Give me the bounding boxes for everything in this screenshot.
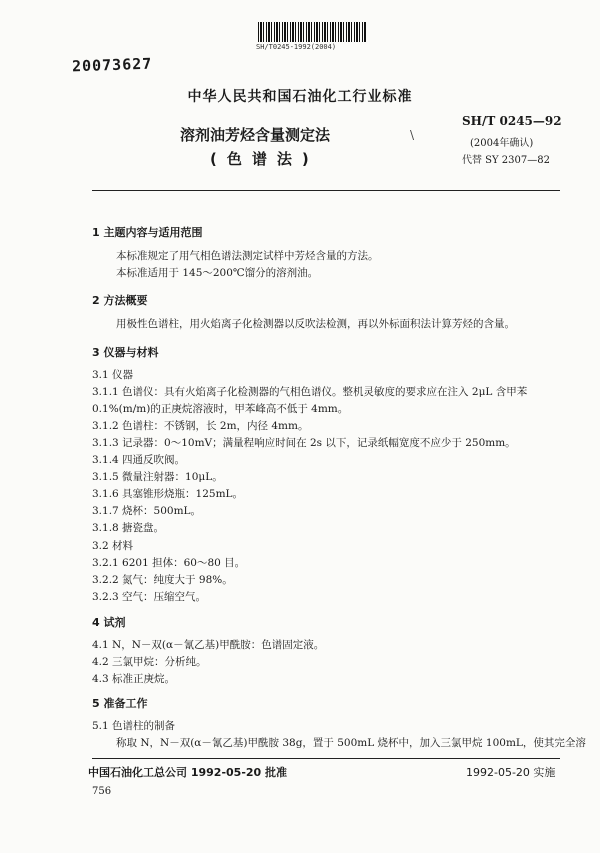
subsection: 5.1 色谱柱的制备 [92, 720, 176, 732]
replaces-note: 代替 SY 2307—82 [462, 155, 550, 166]
paragraph: 用极性色谱柱，用火焰离子化检测器以反吹法检测，再以外标面积法计算芳烃的含量。 [116, 318, 515, 330]
stray-mark: \ [410, 128, 415, 142]
clause: 3.2.1 6201 担体：60～80 目。 [92, 557, 246, 569]
confirm-note: (2004年确认) [470, 138, 534, 149]
clause: 4.1 N，N－双(α－氰乙基)甲酰胺：色谱固定液。 [92, 639, 325, 651]
clause: 3.1.1 色谱仪：具有火焰离子化检测器的气相色谱仪。整机灵敏度的要求应在注入 2μL 含甲苯 [92, 386, 528, 398]
document-number: 20073627 [71, 54, 153, 76]
clause: 3.1.8 搪瓷盘。 [92, 522, 165, 534]
clause: 3.2.2 氮气：纯度大于 98%。 [92, 574, 233, 586]
organization-title: 中华人民共和国石油化工行业标准 [187, 89, 413, 105]
clause: 3.2.3 空气：压缩空气。 [92, 591, 207, 603]
section-heading: 3 仪器与材料 [92, 346, 159, 359]
clause: 3.1.6 具塞锥形烧瓶：125mL。 [92, 488, 244, 500]
section-heading: 5 准备工作 [92, 697, 148, 710]
clause: 0.1%(m/m)的正庚烷溶液时，甲苯峰高不低于 4mm。 [92, 403, 349, 415]
section-heading: 1 主题内容与适用范围 [92, 226, 203, 239]
standard-title: 溶剂油芳烃含量测定法 [180, 126, 331, 144]
header-rule [92, 190, 560, 191]
clause: 3.1.7 烧杯：500mL。 [92, 505, 202, 517]
page-number: 756 [92, 786, 112, 797]
clause: 4.3 标准正庚烷。 [92, 673, 176, 685]
clause: 3.1.4 四通反吹阀。 [92, 454, 186, 466]
clause: 3.1.3 记录器：0～10mV；满量程响应时间在 2s 以下，记录纸幅宽度不应少于 250mm。 [92, 437, 516, 449]
barcode-text: SH/T0245-1992(2004) [256, 43, 337, 51]
section-heading: 4 试剂 [92, 616, 126, 629]
issuer-note: 中国石油化工总公司 1992-05-20 批准 [88, 766, 288, 779]
paragraph: 本标准适用于 145～200℃馏分的溶剂油。 [116, 267, 319, 279]
effective-date: 1992-05-20 实施 [466, 766, 556, 779]
section-heading: 2 方法概要 [92, 294, 148, 307]
clause: 3.1.2 色谱柱：不锈钢，长 2m，内径 4mm。 [92, 420, 309, 432]
subsection: 3.1 仪器 [92, 369, 134, 381]
clause: 3.1.5 微量注射器：10μL。 [92, 471, 223, 483]
paragraph: 称取 N，N－双(α－氰乙基)甲酰胺 38g，置于 500mL 烧杯中，加入三氯甲烷 100mL，使其完全溶 [116, 737, 586, 749]
subsection: 3.2 材料 [92, 540, 134, 552]
standard-subtitle: (色谱法) [210, 150, 319, 168]
footer-rule [92, 758, 560, 759]
barcode [258, 22, 366, 42]
standard-code: SH/T 0245—92 [462, 114, 562, 128]
clause: 4.2 三氯甲烷：分析纯。 [92, 656, 207, 668]
paragraph: 本标准规定了用气相色谱法测定试样中芳烃含量的方法。 [116, 250, 379, 262]
